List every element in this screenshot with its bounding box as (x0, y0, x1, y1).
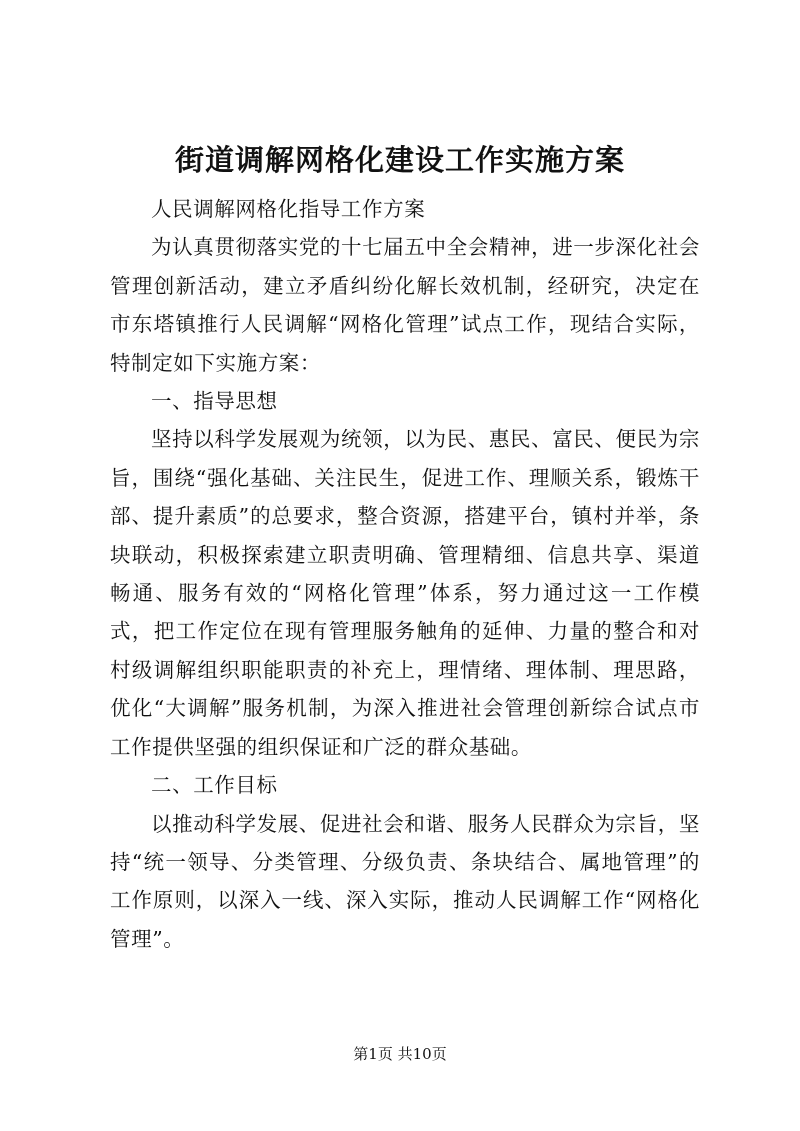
paragraph-guiding-ideology: 坚持以科学发展观为统领，以为民、惠民、富民、便民为宗旨，围绕“强化基础、关注民生，促进工作、理顺关系，锻炼干部、提升素质”的总要求，整合资源，搭建平台，镇村并举，条块联动，积极探索建立职责明确、管理精细、信息共享、渠道畅通、服务有效的“网格化管理”体系，努力通过这一工作模式，把工作定位在现有管理服务触角的延伸、力量的整合和对村级调解组织职能职责的补充上，理情绪、理体制、理思路，优化“大调解”服务机制，为深入推进社会管理创新综合试点市工作提供坚强的组织保证和广泛的群众基础。 (110, 427, 700, 759)
document-body (110, 190, 700, 958)
paragraph-intro: 为认真贯彻落实党的十七届五中全会精神，进一步深化社会管理创新活动，建立矛盾纠纷化解长效机制，经研究，决定在市东塔镇推行人民调解“网格化管理”试点工作，现结合实际，特制定如下实施方案： (110, 235, 700, 375)
document-title: 街道调解网格化建设工作实施方案 (174, 143, 625, 177)
paragraph-subtitle: 人民调解网格化指导工作方案 (151, 197, 426, 221)
paragraph-work-goals: 以推动科学发展、促进社会和谐、服务人民群众为宗旨，坚持“统一领导、分类管理、分级负责、条块结合、属地管理”的工作原则，以深入一线、深入实际，推动人民调解工作“网格化管理”。 (110, 811, 700, 951)
page-number-footer: 第1页 共10页 (353, 1045, 447, 1063)
section-heading-work-goals: 二、工作目标 (151, 773, 278, 798)
section-heading-guiding-ideology: 一、指导思想 (151, 389, 278, 414)
